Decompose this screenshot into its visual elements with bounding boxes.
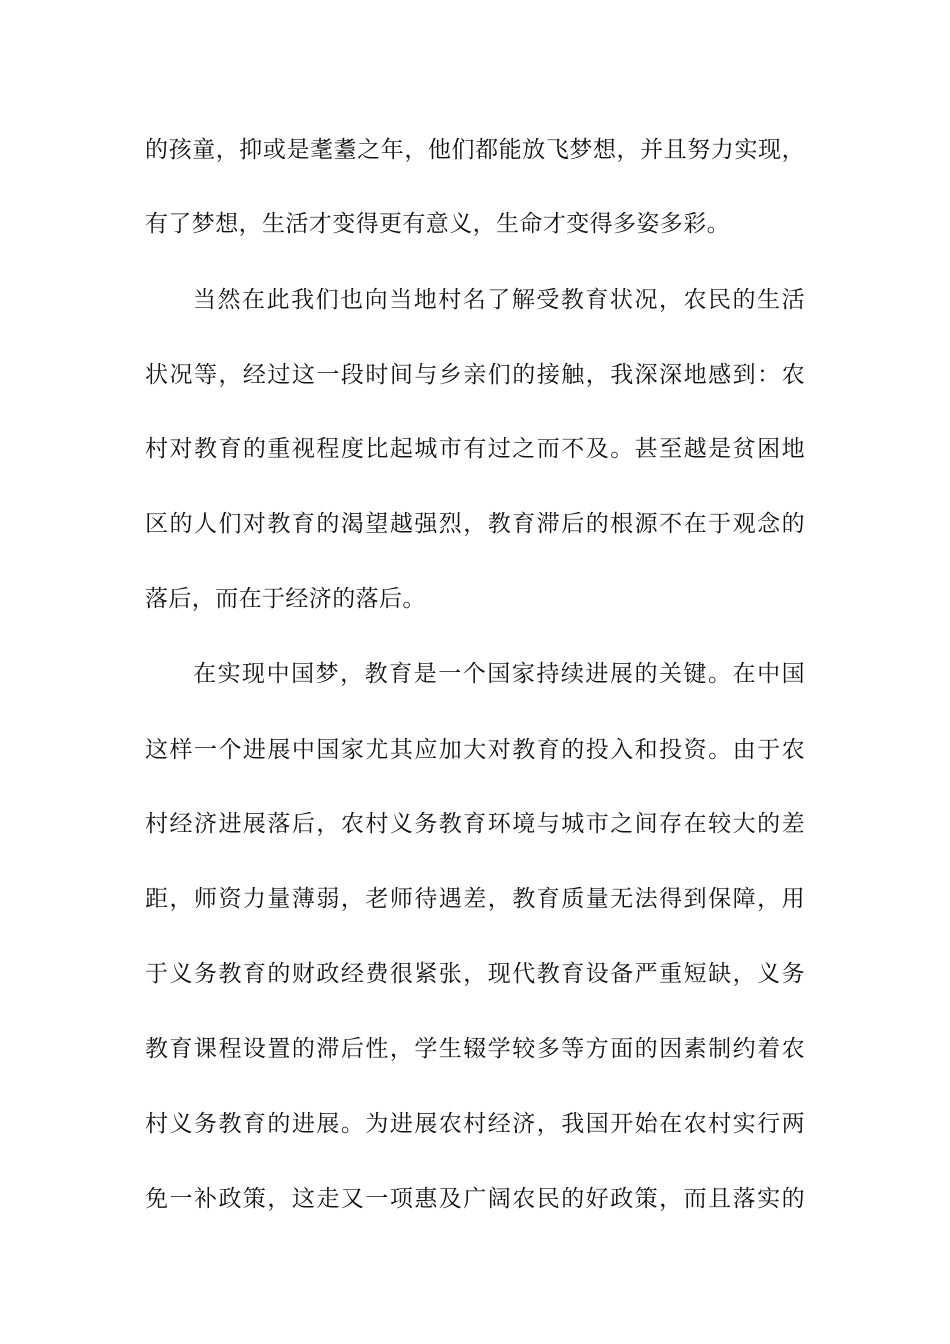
paragraph-line: 区的人们对教育的渴望越强烈，教育滞后的根源不在于观念的 [145, 511, 805, 537]
paragraph-line: 的孩童，抑或是耄耋之年，他们都能放飞梦想，并且努力实现， [145, 137, 805, 163]
paragraph-line: 村义务教育的进展。为进展农村经济，我国开始在农村实行两 [145, 1111, 805, 1137]
paragraph-line: 教育课程设置的滞后性，学生辍学较多等方面的因素制约着农 [145, 1036, 805, 1062]
paragraph-line: 在实现中国梦，教育是一个国家持续进展的关键。在中国 [193, 661, 805, 687]
paragraph-line: 有了梦想，生活才变得更有意义，生命才变得多姿多彩。 [145, 211, 730, 237]
paragraph-line: 于义务教育的财政经费很紧张，现代教育设备严重短缺，义务 [145, 961, 805, 987]
paragraph-line: 免一补政策，这走又一项惠及广阔农民的好政策，而且落实的 [145, 1186, 805, 1212]
paragraph-line: 村经济进展落后，农村义务教育环境与城市之间存在较大的差 [145, 811, 805, 837]
paragraph-line: 状况等，经过这一段时间与乡亲们的接触，我深深地感到：农 [145, 362, 805, 388]
paragraph-line: 落后，而在于经济的落后。 [145, 586, 426, 612]
paragraph-line: 这样一个进展中国家尤其应加大对教育的投入和投资。由于农 [145, 737, 805, 763]
paragraph-line: 距，师资力量薄弱，老师待遇差，教育质量无法得到保障，用 [145, 886, 805, 912]
paragraph-line: 当然在此我们也向当地村名了解受教育状况，农民的生活 [193, 287, 805, 313]
paragraph-line: 村对教育的重视程度比起城市有过之而不及。甚至越是贫困地 [145, 436, 805, 462]
